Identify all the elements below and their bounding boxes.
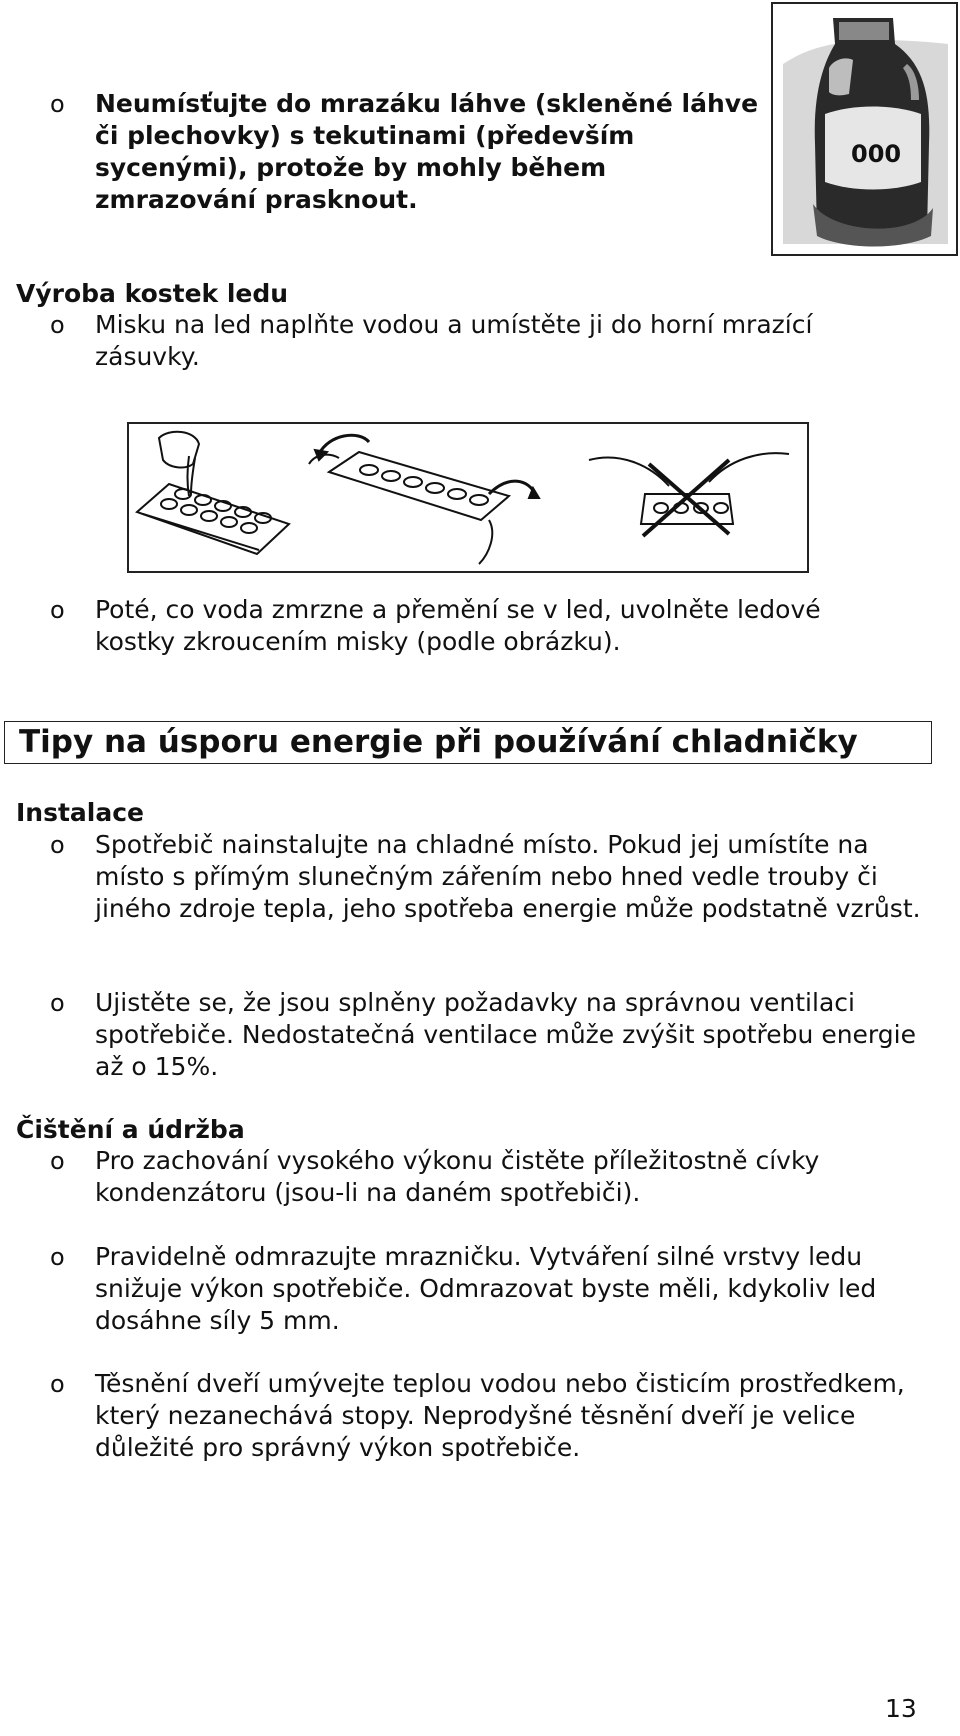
cleaning-bullet-2: Pravidelně odmrazujte mrazničku. Vytváření silné vrstvy ledu snižuje výkon spotřebiče. Odmrazovat byste měli, kdykoliv led dosáhne síly 5 mm. [95,1242,877,1335]
energy-tips-title: Tipy na úsporu energie při používání chladničky [4,721,932,764]
cleaning-heading: Čištění a údržba [16,1115,245,1144]
intro-warning-text: Neumísťujte do mrazáku láhve (skleněné láhve či plechovky) s tekutinami (především sycenými), protože by mohly během zmrazování prasknout. [95,89,759,214]
bullet-marker: o [50,1243,65,1271]
page-number: 13 [885,1694,917,1723]
bullet-marker: o [50,596,65,624]
cleaning-bullet-1: Pro zachování vysokého výkonu čistěte příležitostně cívky kondenzátoru (jsou-li na daném spotřebiči). [95,1146,820,1207]
bullet-marker: o [50,989,65,1017]
installation-bullet-2: Ujistěte se, že jsou splněny požadavky na správnou ventilaci spotřebiče. Nedostatečná ventilace může zvýšit spotřebu energie až o 15%. [95,988,916,1081]
cleaning-bullet-3: Těsnění dveří umývejte teplou vodou nebo čisticím prostředkem, který nezanechává stopy. Neprodyšné těsnění dveří je velice důležité pro správný výkon spotřebiče. [95,1369,905,1462]
ice-heading: Výroba kostek ledu [16,279,289,308]
bullet-marker: o [50,831,65,859]
ice-bullet-2: Poté, co voda zmrzne a přemění se v led, uvolněte ledové kostky zkroucením misky (podle obrázku). [95,595,821,656]
bottle-label-text: 000 [851,140,902,168]
ice-tray-figure [127,422,809,573]
installation-bullet-1: Spotřebič nainstalujte na chladné místo. Pokud jej umístíte na místo s přímým slunečným zářením nebo hned vedle trouby či jiného zdroje tepla, jeho spotřeba energie může podstatně vzrůst. [95,830,921,923]
ice-tray-illustration [129,424,807,571]
incorrect-method-icon [589,453,789,536]
installation-heading: Instalace [16,798,145,827]
ice-tray-filling-icon [137,432,289,554]
ice-bullet-1: Misku na led naplňte vodou a umístěte ji do horní mrazící zásuvky. [95,310,813,371]
bullet-marker: o [50,1147,65,1175]
bullet-marker: o [50,311,65,339]
bottle-illustration [771,2,958,256]
ice-tray-twisting-icon [309,435,539,564]
bullet-marker: o [50,90,65,118]
bottle-icon [773,4,956,254]
bullet-marker: o [50,1370,65,1398]
